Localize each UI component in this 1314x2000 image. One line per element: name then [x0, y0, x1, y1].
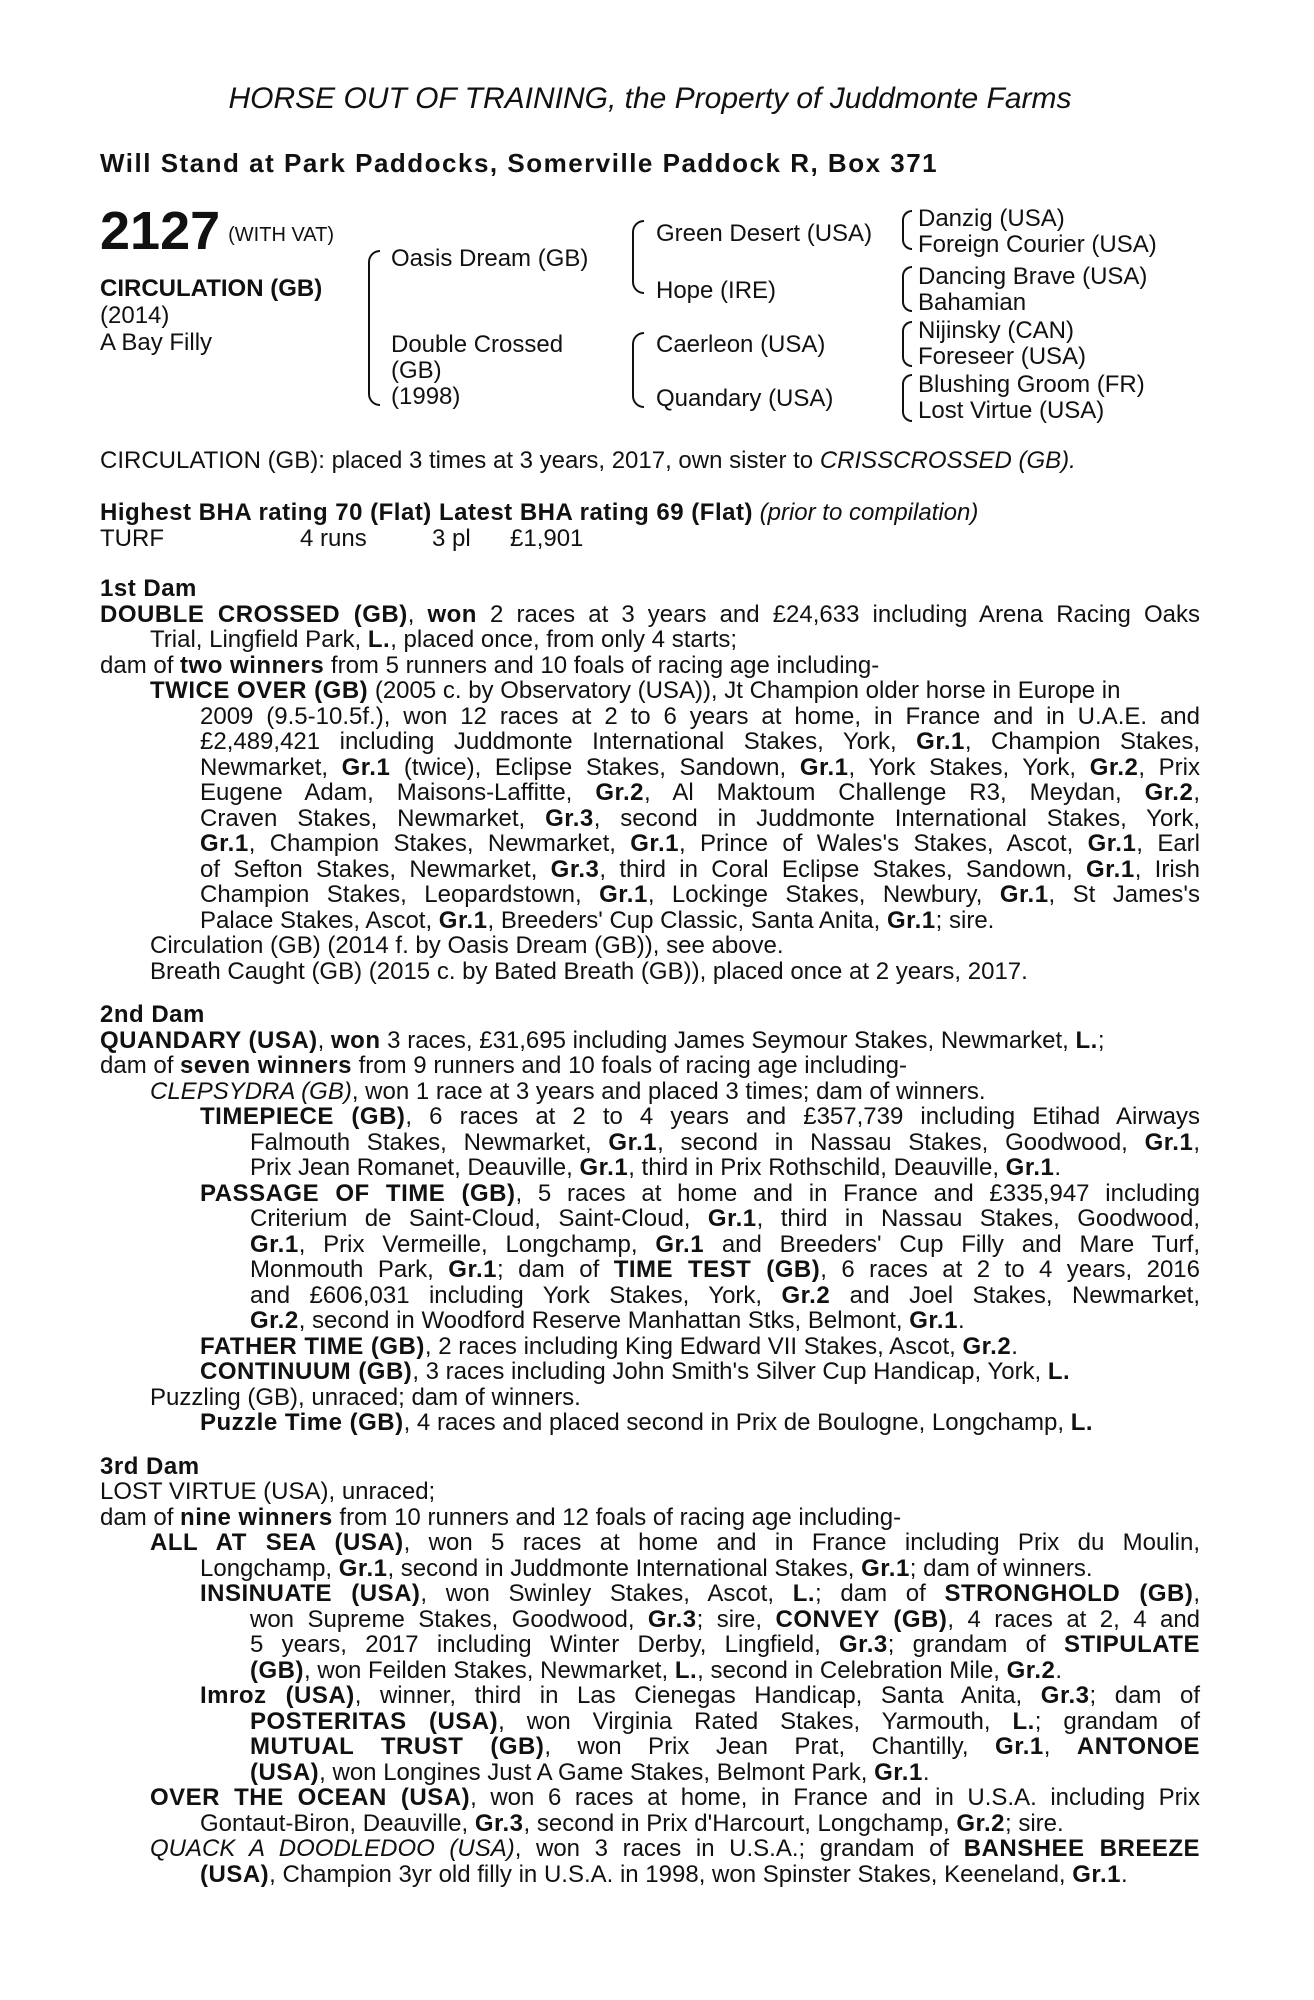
- section-heading: 2nd Dam: [100, 1001, 205, 1028]
- family-line: Prix Jean Romanet, Deauville, Gr.1, third in Prix Rothschild, Deauville, Gr.1.: [250, 1154, 1062, 1181]
- family-line: Gontaut-Biron, Deauville, Gr.3, second in Prix d'Harcourt, Longchamp, Gr.2; sire.: [200, 1809, 1064, 1837]
- dss: Nijinsky (CAN): [918, 317, 1074, 344]
- family-line: QUANDARY (USA), won 3 races, £31,695 including James Seymour Stakes, Newmarket, L.;: [100, 1026, 1105, 1054]
- pedigree-brace: [632, 220, 644, 294]
- family-line: CLEPSYDRA (GB), won 1 race at 3 years and placed 3 times; dam of winners.: [150, 1077, 986, 1105]
- dam-line2: (GB): [391, 357, 442, 384]
- sds: Dancing Brave (USA): [918, 263, 1148, 290]
- family-line: MUTUAL TRUST (GB), won Prix Jean Prat, Chantilly, Gr.1, ANTONOE: [250, 1733, 1200, 1760]
- family-text: [100, 576, 1200, 1887]
- dds: Blushing Groom (FR): [918, 371, 1145, 398]
- family-line: TWICE OVER (GB) (2005 c. by Observatory (USA)), Jt Champion older horse in Europe in: [150, 677, 1121, 704]
- family-line: Gr.1, Champion Stakes, Newmarket, Gr.1, Prince of Wales's Stakes, Ascot, Gr.1, Earl: [200, 830, 1200, 857]
- summary-text: CIRCULATION (GB): placed 3 times at 3 years, 2017, own sister to: [100, 447, 820, 474]
- pedigree-brace: [902, 321, 912, 367]
- family-line: of Sefton Stakes, Newmarket, Gr.3, third in Coral Eclipse Stakes, Sandown, Gr.1, Irish: [200, 855, 1200, 883]
- rating-note: (prior to compilation): [759, 499, 979, 526]
- family-line: ALL AT SEA (USA), won 5 races at home and in France including Prix du Moulin,: [150, 1529, 1200, 1556]
- sss: Danzig (USA): [918, 205, 1065, 232]
- dam-line1: Double Crossed: [391, 331, 564, 358]
- family-line: Craven Stakes, Newmarket, Gr.3, second in Juddmonte International Stakes, York,: [200, 804, 1200, 832]
- family-line: Breath Caught (GB) (2015 c. by Bated Breath (GB)), placed once at 2 years, 2017.: [150, 957, 1028, 985]
- family-line: (USA), won Longines Just A Game Stakes, Belmont Park, Gr.1.: [250, 1758, 930, 1786]
- family-line: QUACK A DOODLEDOO (USA), won 3 races in U.S.A.; grandam of BANSHEE BREEZE: [150, 1835, 1201, 1862]
- rating-label: Highest BHA rating 70 (Flat) Latest BHA rating 69 (Flat): [100, 499, 753, 526]
- family-line: dam of two winners from 5 runners and 10 foals of racing age including-: [100, 651, 880, 679]
- family-line: won Supreme Stakes, Goodwood, Gr.3; sire, CONVEY (GB), 4 races at 2, 4 and: [250, 1605, 1201, 1633]
- family-line: 2009 (9.5-10.5f.), won 12 races at 2 to 6 years at home, in France and in U.A.E. and: [200, 702, 1200, 730]
- family-line: Gr.2, second in Woodford Reserve Manhattan Stks, Belmont, Gr.1.: [250, 1307, 965, 1334]
- family-line: (GB), won Feilden Stakes, Newmarket, L., second in Celebration Mile, Gr.2.: [250, 1656, 1063, 1684]
- family-line: Trial, Lingfield Park, L., placed once, from only 4 starts;: [150, 626, 738, 653]
- stand-location: Will Stand at Park Paddocks, Somerville Paddock R, Box 371: [100, 148, 939, 178]
- dam-line3: (1998): [391, 383, 461, 410]
- family-line: Falmouth Stakes, Newmarket, Gr.1, second in Nassau Stakes, Goodwood, Gr.1,: [250, 1128, 1200, 1156]
- family-line: Imroz (USA), winner, third in Las Cienegas Handicap, Santa Anita, Gr.3; dam of: [200, 1682, 1200, 1709]
- section-heading: 1st Dam: [100, 575, 197, 602]
- pedigree-brace: [368, 250, 380, 406]
- horse-name: CIRCULATION (GB): [100, 275, 323, 302]
- family-line: Criterium de Saint-Cloud, Saint-Cloud, Gr.1, third in Nassau Stakes, Goodwood,: [250, 1205, 1201, 1232]
- sire-dam: Hope (IRE): [656, 277, 777, 304]
- dsd: Foreseer (USA): [918, 343, 1087, 370]
- summary-line: [100, 448, 1076, 474]
- family-line: (USA), Champion 3yr old filly in U.S.A. in 1998, won Spinster Stakes, Keeneland, Gr.1.: [200, 1860, 1128, 1888]
- pedigree-brace: [902, 374, 912, 422]
- family-line: Puzzling (GB), unraced; dam of winners.: [150, 1383, 581, 1411]
- family-line: Eugene Adam, Maisons-Laffitte, Gr.2, Al Maktoum Challenge R3, Meydan, Gr.2,: [200, 779, 1200, 806]
- rating-line: [100, 500, 978, 526]
- family-line: dam of seven winners from 9 runners and 10 foals of racing age including-: [100, 1052, 907, 1079]
- family-line: and £606,031 including York Stakes, York, Gr.2 and Joel Stakes, Newmarket,: [250, 1281, 1200, 1309]
- family-line: DOUBLE CROSSED (GB), won 2 races at 3 years and £24,633 including Arena Racing Oaks: [100, 600, 1200, 628]
- family-line: PASSAGE OF TIME (GB), 5 races at home and in France and £335,947 including: [200, 1179, 1200, 1207]
- family-line: CONTINUUM (GB), 3 races including John Smith's Silver Cup Handicap, York, L.: [200, 1358, 1071, 1385]
- horse-description: A Bay Filly: [100, 329, 213, 356]
- race-surface: TURF: [100, 525, 164, 552]
- race-earnings: £1,901: [510, 525, 584, 552]
- family-line: Monmouth Park, Gr.1; dam of TIME TEST (GB), 6 races at 2 to 4 years, 2016: [250, 1256, 1201, 1283]
- family-line: Circulation (GB) (2014 f. by Oasis Dream (GB)), see above.: [150, 932, 784, 959]
- sire-sire: Green Desert (USA): [656, 220, 873, 247]
- section-heading: 3rd Dam: [100, 1452, 200, 1480]
- pedigree-brace: [902, 266, 912, 312]
- page-title: HORSE OUT OF TRAINING, the Property of Juddmonte Farms: [228, 82, 1072, 115]
- family-line: TIMEPIECE (GB), 6 races at 2 to 4 years and £357,739 including Etihad Airways: [200, 1103, 1201, 1130]
- family-line: Champion Stakes, Leopardstown, Gr.1, Lockinge Stakes, Newbury, Gr.1, St James's: [200, 881, 1200, 908]
- lot-number-value: 2127: [100, 201, 221, 261]
- sister-name: CRISSCROSSED (GB).: [819, 447, 1076, 474]
- family-line: Gr.1, Prix Vermeille, Longchamp, Gr.1 and Breeders' Cup Filly and Mare Turf,: [250, 1230, 1201, 1258]
- family-line: LOST VIRTUE (USA), unraced;: [100, 1478, 436, 1505]
- family-line: dam of nine winners from 10 runners and 12 foals of racing age including-: [100, 1503, 902, 1531]
- family-line: INSINUATE (USA), won Swinley Stakes, Ascot, L.; dam of STRONGHOLD (GB),: [200, 1580, 1201, 1607]
- horse-year: (2014): [100, 302, 170, 329]
- family-line: POSTERITAS (USA), won Virginia Rated Stakes, Yarmouth, L.; grandam of: [250, 1707, 1200, 1735]
- race-placed: 3 pl: [432, 525, 471, 552]
- dam-sire: Caerleon (USA): [656, 331, 826, 358]
- sdd: Bahamian: [918, 289, 1027, 316]
- family-line: £2,489,421 including Juddmonte International Stakes, York, Gr.1, Champion Stakes,: [200, 728, 1200, 755]
- family-line: 5 years, 2017 including Winter Derby, Lingfield, Gr.3; grandam of STIPULATE: [250, 1631, 1200, 1658]
- catalogue-page: [100, 0, 1200, 2000]
- race-runs: 4 runs: [300, 525, 367, 552]
- family-line: Palace Stakes, Ascot, Gr.1, Breeders' Cup Classic, Santa Anita, Gr.1; sire.: [200, 906, 995, 934]
- vat-note: (WITH VAT): [228, 223, 335, 246]
- ssd: Foreign Courier (USA): [918, 231, 1157, 258]
- dam-dam: Quandary (USA): [656, 385, 834, 412]
- family-line: OVER THE OCEAN (USA), won 6 races at home, in France and in U.S.A. including Prix: [150, 1784, 1200, 1811]
- pedigree-brace: [632, 332, 644, 408]
- family-line: Longchamp, Gr.1, second in Juddmonte International Stakes, Gr.1; dam of winners.: [200, 1554, 1093, 1582]
- family-line: Newmarket, Gr.1 (twice), Eclipse Stakes, Sandown, Gr.1, York Stakes, York, Gr.2, Prix: [200, 753, 1201, 781]
- sire: Oasis Dream (GB): [391, 245, 589, 272]
- family-line: FATHER TIME (GB), 2 races including King Edward VII Stakes, Ascot, Gr.2.: [200, 1332, 1018, 1360]
- family-line: Puzzle Time (GB), 4 races and placed second in Prix de Boulogne, Longchamp, L.: [200, 1409, 1094, 1436]
- ddd: Lost Virtue (USA): [918, 397, 1105, 424]
- lot-number: [100, 203, 334, 263]
- pedigree-brace: [902, 210, 912, 250]
